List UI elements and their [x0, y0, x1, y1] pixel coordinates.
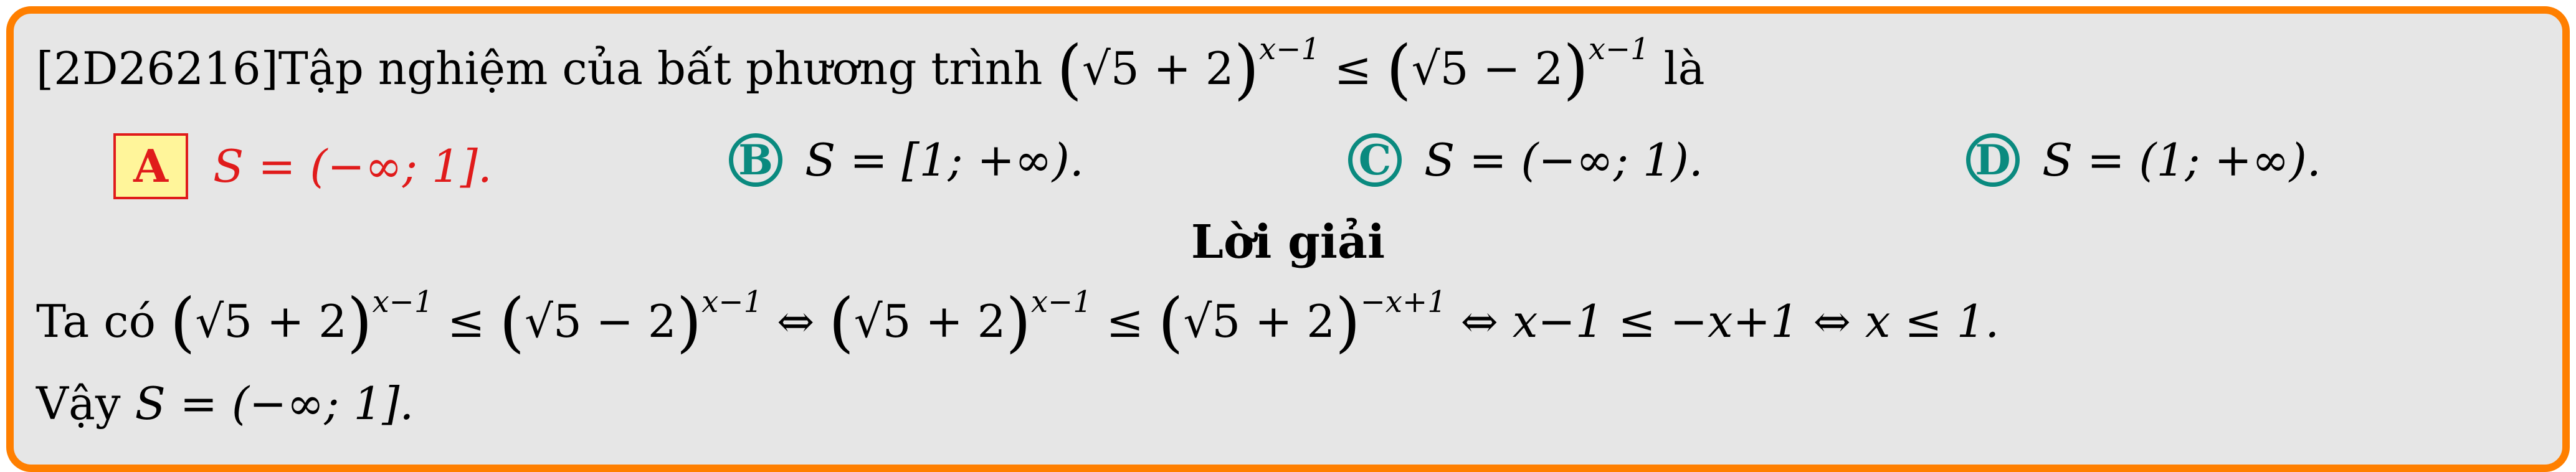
relation: ≤	[1334, 42, 1372, 95]
iff-symbol-3: ⇔	[1813, 295, 1851, 347]
question-line: [2D26216]Tập nghiệm của bất phương trình $(√5 + 2)^{x-1} \le (√5 - 2)^{x-1}$ là	[36, 31, 1705, 107]
question-ending: là	[1663, 42, 1705, 95]
solution-line-2	[36, 377, 414, 430]
option-d-text: S = (1; +∞).	[2042, 134, 2321, 186]
sol-exp-4: −x+1	[1360, 285, 1447, 319]
option-b[interactable]	[729, 133, 1084, 187]
option-b-text: S = [1; +∞).	[805, 134, 1084, 186]
rhs-exponent: x−1	[1588, 32, 1650, 67]
conclusion-prefix: Vậy	[36, 377, 121, 430]
option-a[interactable]	[113, 133, 492, 199]
iff-symbol: ⇔	[777, 295, 815, 347]
option-a-marker: A	[113, 133, 188, 199]
sol-base-4: √5 + 2	[1183, 295, 1336, 347]
option-c-marker: C	[1348, 133, 1402, 187]
solution-title: Lời giải	[1191, 215, 1385, 269]
option-c-text: S = (−∞; 1).	[1424, 134, 1703, 186]
option-b-marker: B	[729, 133, 782, 187]
sol-exp-1: x−1	[372, 285, 434, 319]
sol-exp-3: x−1	[1030, 285, 1092, 319]
iff-symbol-2: ⇔	[1460, 295, 1498, 347]
lhs-base: √5 + 2	[1081, 42, 1234, 95]
sol-base-2: √5 − 2	[525, 295, 677, 347]
sol-base-1: √5 + 2	[195, 295, 347, 347]
option-a-text: S = (−∞; 1].	[213, 140, 492, 192]
option-d[interactable]	[1966, 133, 2321, 187]
rhs-base: √5 − 2	[1411, 42, 1564, 95]
sol-exp-2: x−1	[701, 285, 763, 319]
options-row	[0, 133, 2576, 202]
lhs-exponent: x−1	[1259, 32, 1320, 67]
sol-result: x ≤ 1.	[1865, 295, 2000, 347]
question-code: [2D26216]	[36, 42, 278, 95]
option-d-marker: D	[1966, 133, 2020, 187]
question-text: Tập nghiệm của bất phương trình	[278, 42, 1043, 95]
conclusion-math: S = (−∞; 1].	[135, 377, 414, 430]
option-c[interactable]	[1348, 133, 1703, 187]
sol-base-3: √5 + 2	[853, 295, 1006, 347]
sol-chain: x−1 ≤ −x+1	[1512, 295, 1799, 347]
solution-prefix: Ta có	[36, 295, 156, 347]
solution-line-1: Ta có $(√5 + 2)^{x-1} \le (√5 - 2)^{x-1}$ ⇔ $(√5 + 2)^{x-1} \le (√5 + 2)^{-x+1}$ ⇔ x−1 ≤ −x+1 ⇔ x ≤ 1.	[36, 284, 2000, 360]
